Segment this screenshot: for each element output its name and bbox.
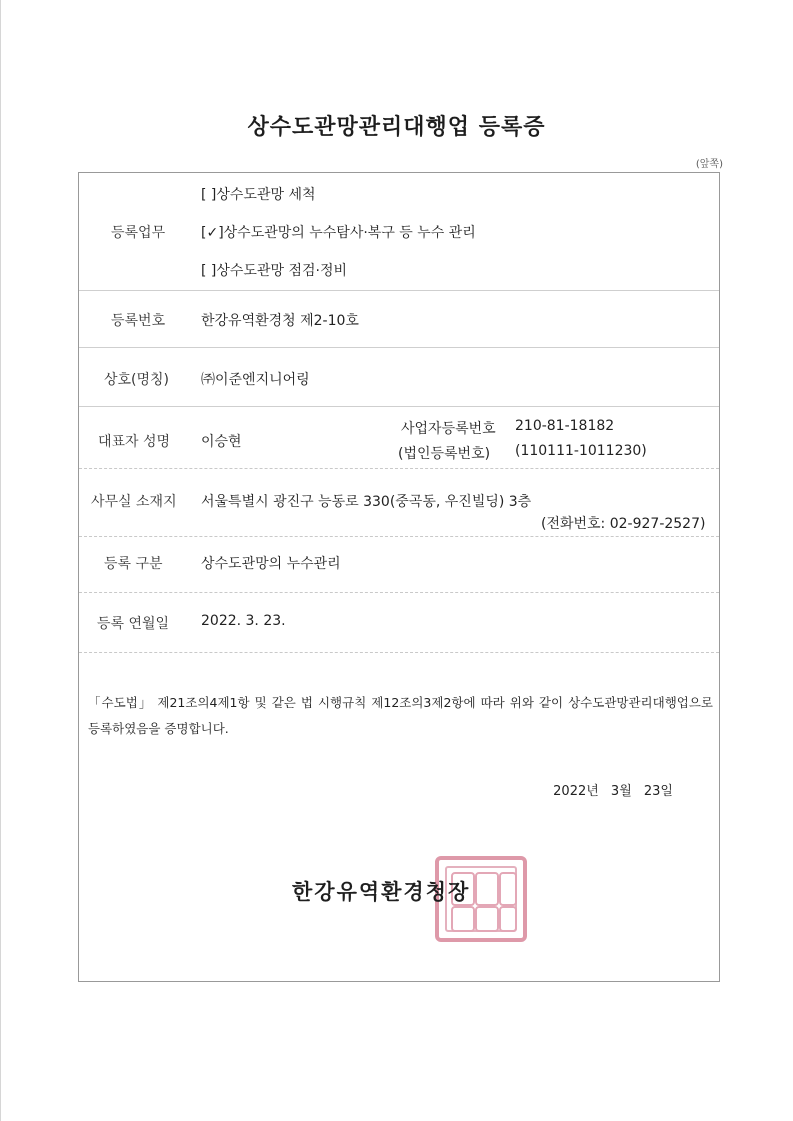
option-text: 상수도관망 세척 <box>216 187 316 203</box>
business-option-leak-management <box>201 222 476 242</box>
certification-statement: 「수도법」 제21조의4제1항 및 같은 법 시행규칙 제12조의3제2항에 따라 위와 같이 상수도관망관리대행업으로 등록하였음을 증명합니다. <box>88 695 713 736</box>
registration-type-value: 상수도관망의 누수관리 <box>201 556 341 572</box>
registration-date-value: 2022. 3. 23. <box>201 613 286 629</box>
checkbox-mark: [ ] <box>201 263 217 279</box>
seal-glyph <box>499 906 517 932</box>
row-divider <box>79 290 719 291</box>
corp-reg-number: (110111-1011230) <box>515 443 647 459</box>
business-option-inspection <box>201 260 347 280</box>
seal-glyph <box>451 906 475 932</box>
registration-date-label: 등록 연월일 <box>97 616 170 632</box>
registration-number-label: 등록번호 <box>111 313 166 329</box>
issuer-name: 한강유역환경청장 <box>292 880 471 904</box>
checkbox-mark: [ ] <box>201 187 217 203</box>
page-side-note: (앞쪽) <box>695 159 723 170</box>
row-divider <box>79 536 719 537</box>
document-title: 상수도관망관리대행업 등록증 <box>247 115 546 140</box>
certificate-frame <box>78 172 720 982</box>
business-reg-number: 210-81-18182 <box>515 418 615 434</box>
business-reg-label: 사업자등록번호 <box>401 421 496 437</box>
corp-reg-label: (법인등록번호) <box>398 446 491 462</box>
office-label: 사무실 소재지 <box>91 494 177 510</box>
row-divider <box>79 652 719 653</box>
registration-business-label: 등록업무 <box>111 225 166 241</box>
issue-date: 2022년 3월 23일 <box>553 784 673 799</box>
row-divider <box>79 468 719 469</box>
seal-glyph <box>499 872 517 906</box>
business-option-washing <box>201 184 316 204</box>
checkbox-mark: [✓] <box>201 225 224 241</box>
office-phone: (전화번호: 02-927-2527) <box>541 516 706 532</box>
representative-label: 대표자 성명 <box>98 434 171 450</box>
trade-name-label: 상호(명칭) <box>104 372 170 388</box>
seal-glyph <box>475 906 499 932</box>
row-divider <box>79 592 719 593</box>
representative-name: 이승현 <box>201 434 242 450</box>
row-divider <box>79 347 719 348</box>
trade-name-value: ㈜이준엔지니어링 <box>201 372 310 388</box>
option-text: 상수도관망 점검·정비 <box>216 263 347 279</box>
seal-glyph <box>475 872 499 906</box>
row-divider <box>79 406 719 407</box>
office-address: 서울특별시 광진구 능동로 330(중곡동, 우진빌딩) 3층 <box>201 494 532 510</box>
registration-type-label: 등록 구분 <box>104 556 163 572</box>
registration-number-value: 한강유역환경청 제2-10호 <box>201 313 359 329</box>
option-text: 상수도관망의 누수탐사·복구 등 누수 관리 <box>223 225 476 241</box>
